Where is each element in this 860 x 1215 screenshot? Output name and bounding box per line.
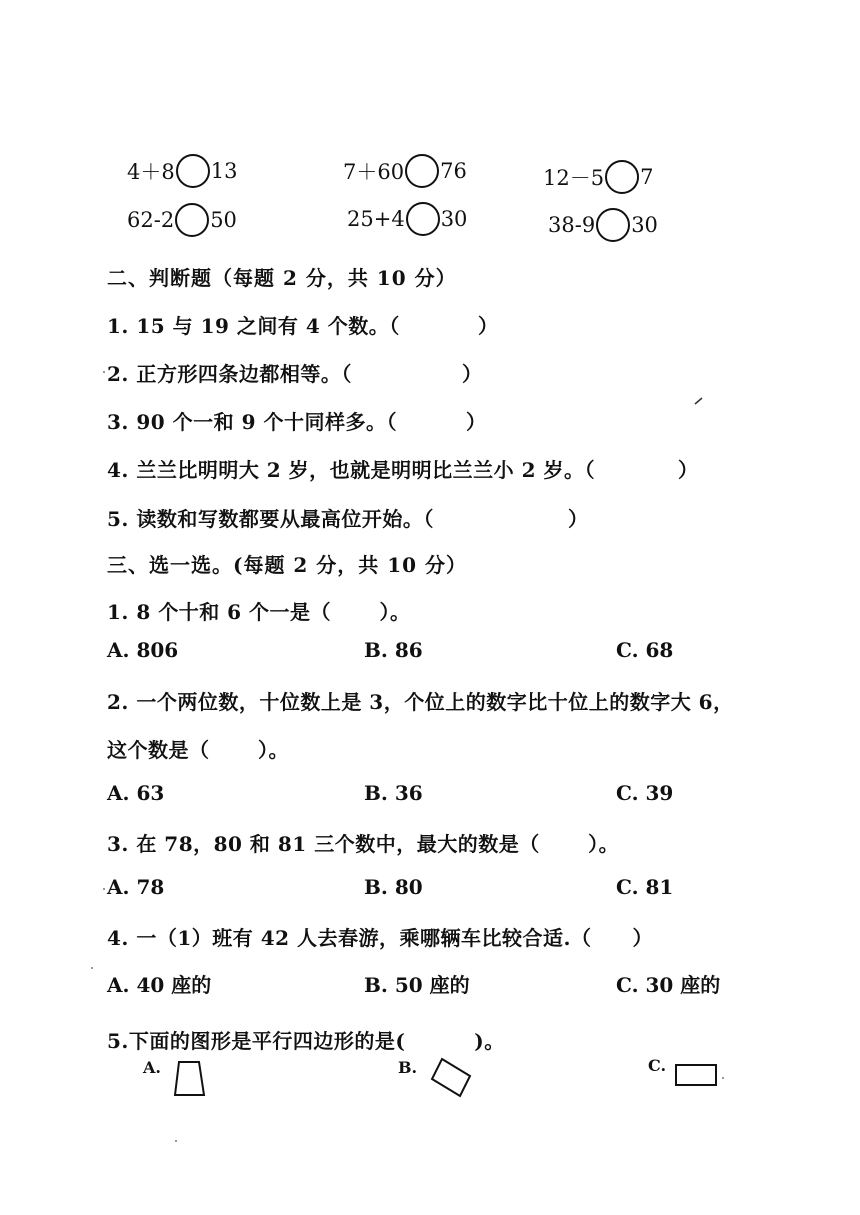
answer-paren-close: ） (678, 458, 699, 482)
trapezoid-shape[interactable] (170, 1060, 210, 1098)
scan-speck (91, 967, 93, 969)
section-title-true-false: 二、判断题（每题 2 分，共 10 分） (107, 266, 457, 290)
compare-item-2 (343, 154, 467, 188)
compare-item-5 (347, 202, 467, 236)
scan-speck (722, 1077, 724, 1079)
choice-question-2-line-1: 2. 一个两位数，十位数上是 3，个位上的数字比十位上的数字大 6， (107, 690, 734, 714)
answer-circle[interactable] (406, 202, 440, 236)
scan-mark (694, 396, 704, 406)
parallelogram-shape[interactable] (428, 1057, 476, 1099)
compare-left: 38-9 (548, 213, 596, 237)
rectangle-shape[interactable] (674, 1062, 720, 1088)
question-text: 5. 读数和写数都要从最高位开始。（ (107, 507, 434, 531)
compare-left: 62-2 (127, 208, 175, 232)
compare-item-6 (548, 208, 658, 242)
compare-left: 4＋8 (127, 160, 175, 184)
scan-speck (175, 1140, 177, 1142)
section-title-multiple-choice: 三、选一选。(每题 2 分，共 10 分） (107, 553, 468, 577)
option-c-label[interactable]: C. (648, 1056, 667, 1075)
answer-paren-close: ） (568, 507, 589, 531)
scan-speck (103, 888, 105, 890)
option-b[interactable]: B. 86 (364, 638, 423, 662)
choice-question-5: 5.下面的图形是平行四边形的是( )。 (107, 1029, 505, 1053)
choice-question-1: 1. 8 个十和 6 个一是（ ）。 (107, 600, 411, 624)
compare-right: 30 (631, 213, 658, 237)
answer-circle[interactable] (605, 160, 639, 194)
compare-right: 30 (440, 207, 468, 231)
option-a[interactable]: A. 63 (107, 781, 165, 805)
answer-circle[interactable] (405, 154, 439, 188)
compare-left: 25+4 (347, 207, 405, 231)
answer-paren-close: ） (478, 314, 499, 338)
answer-circle[interactable] (596, 208, 630, 242)
option-c[interactable]: C. 68 (616, 638, 674, 662)
option-a-label[interactable]: A. (143, 1058, 161, 1077)
compare-right: 76 (440, 159, 467, 183)
option-b[interactable]: B. 36 (364, 781, 423, 805)
compare-right: 7 (640, 165, 654, 189)
compare-item-3 (543, 160, 653, 194)
true-false-item-3 (107, 406, 397, 435)
true-false-item-2 (107, 358, 352, 387)
compare-right: 50 (210, 208, 237, 232)
answer-circle[interactable] (175, 203, 209, 237)
compare-left: 12－5 (543, 166, 605, 190)
option-a[interactable]: A. 78 (107, 875, 165, 899)
compare-left: 7＋60 (343, 160, 405, 184)
question-text: 1. 15 与 19 之间有 4 个数。（ (107, 314, 400, 338)
option-a[interactable]: A. 40 座的 (107, 973, 212, 997)
option-c[interactable]: C. 81 (616, 875, 674, 899)
question-text: 3. 90 个一和 9 个十同样多。（ (107, 410, 397, 434)
true-false-item-1 (107, 310, 400, 339)
question-text: 4. 兰兰比明明大 2 岁，也就是明明比兰兰小 2 岁。（ (107, 458, 596, 482)
option-c[interactable]: C. 30 座的 (616, 973, 721, 997)
choice-question-3: 3. 在 78，80 和 81 三个数中，最大的数是（ ）。 (107, 832, 620, 856)
option-a[interactable]: A. 806 (107, 638, 179, 662)
compare-item-4 (127, 203, 237, 237)
answer-paren-close: ） (462, 362, 483, 386)
answer-paren-close: ） (466, 410, 487, 434)
option-b[interactable]: B. 50 座的 (364, 973, 470, 997)
choice-question-2-line-2: 这个数是（ ）。 (107, 738, 289, 762)
choice-question-4: 4. 一（1）班有 42 人去春游，乘哪辆车比较合适.（ ） (107, 926, 653, 950)
scan-speck (103, 371, 105, 373)
true-false-item-5 (107, 503, 434, 532)
question-text: 2. 正方形四条边都相等。（ (107, 362, 352, 386)
true-false-item-4 (107, 454, 595, 483)
compare-item-1 (127, 154, 237, 188)
option-b[interactable]: B. 80 (364, 875, 423, 899)
compare-right: 13 (210, 159, 238, 183)
answer-circle[interactable] (176, 154, 210, 188)
option-c[interactable]: C. 39 (616, 781, 674, 805)
option-b-label[interactable]: B. (398, 1058, 418, 1077)
